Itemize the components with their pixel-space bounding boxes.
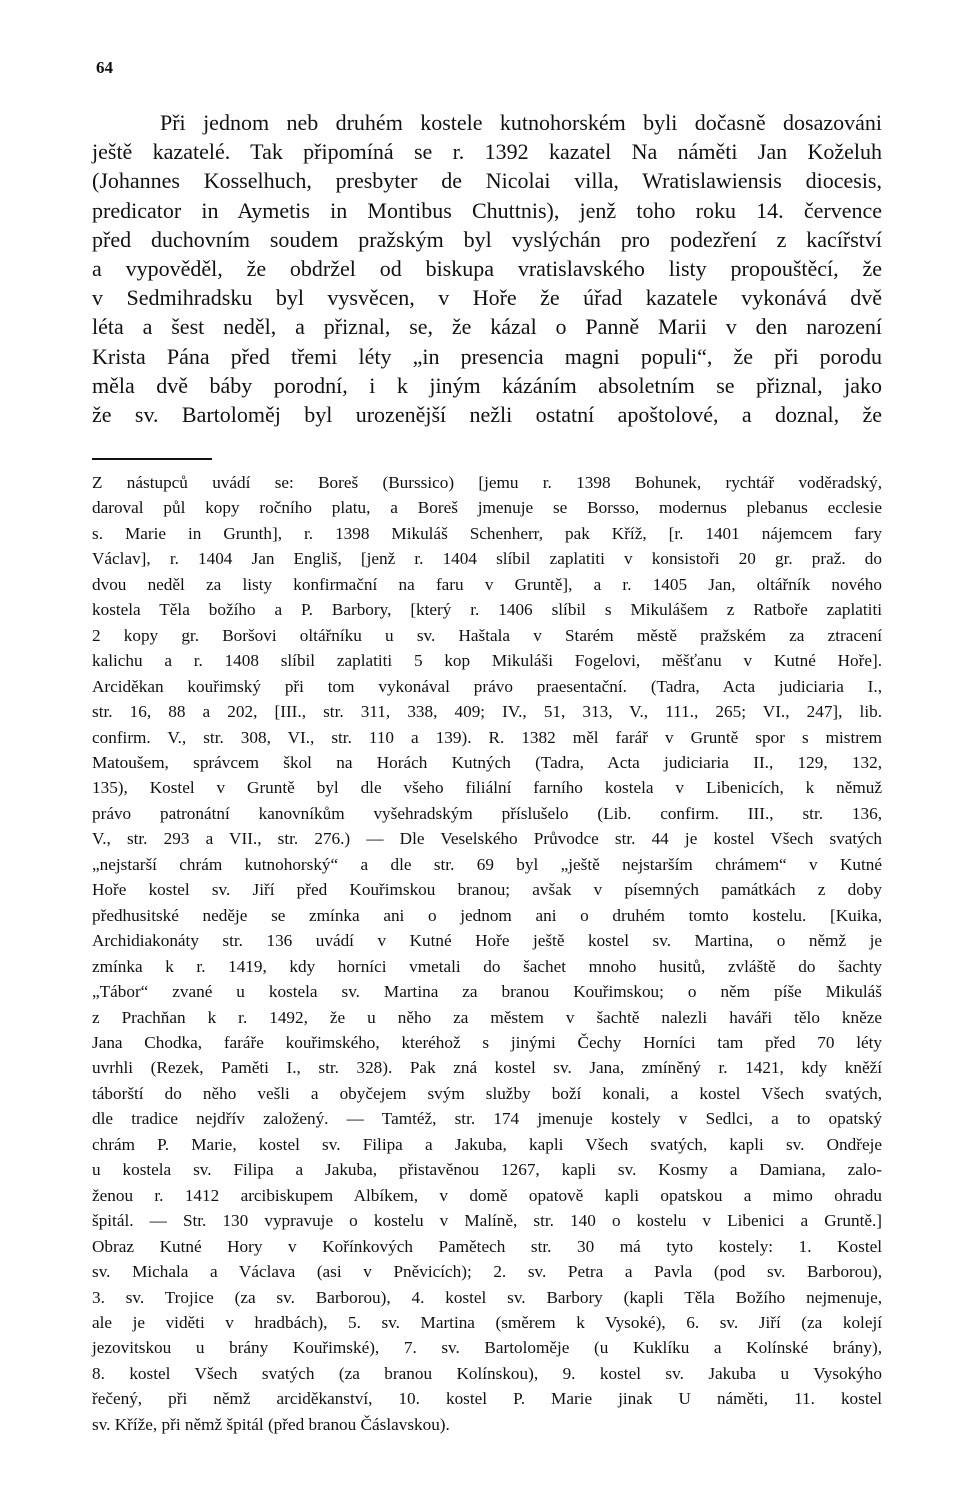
footnote-line: dvou neděl za listy konfirmační na faru v Gruntě], a r. 1405 Jan, oltářník nového	[92, 574, 882, 594]
footnote-line: 135), Kostel v Gruntě byl dle všeho filiální farního kostela v Libenicích, k němuž	[92, 778, 882, 798]
footnotes	[92, 470, 882, 1437]
footnote-line: sv. Kříže, při němž špitál (před branou Čáslavskou).	[92, 1414, 450, 1434]
footnote-separator	[92, 458, 212, 460]
footnote-line: str. 16, 88 a 202, [III., str. 311, 338, 409; IV., 51, 313, V., 111., 265; VI., 247], lib.	[92, 702, 882, 722]
footnote-line: Matoušem, správcem škol na Horách Kutných (Tadra, Acta judiciaria II., 129, 132,	[92, 752, 882, 772]
footnote-line: řečený, při němž arciděkanství, 10. kostel P. Marie jinak U náměti, 11. kostel	[92, 1389, 882, 1409]
footnote-line: confirm. V., str. 308, VI., str. 110 a 139). R. 1382 měl farář v Gruntě spor s mistrem	[92, 727, 882, 747]
footnote-line: 3. sv. Trojice (za sv. Barborou), 4. kostel sv. Barbory (kapli Těla Božího nejmenuje,	[92, 1287, 882, 1307]
footnote-line: Arciděkan kouřimský při tom vykonával právo praesentační. (Tadra, Acta judiciaria I.,	[92, 676, 882, 696]
body-line: Při jednom neb druhém kostele kutnohorském byli dočasně dosazováni	[160, 110, 882, 135]
body-line: v Sedmihradsku byl vysvěcen, v Hoře že úřad kazatele vykonává dvě	[92, 285, 882, 311]
footnote-line: kalichu a r. 1408 slíbil zaplatiti 5 kop Mikuláši Fogelovi, měšťanu v Kutné Hoře].	[92, 651, 882, 671]
body-line: Krista Pána před třemi léty „in presencia magni populi“, že při porodu	[92, 343, 882, 369]
footnote-line: sv. Michala a Václava (asi v Pněvicích); 2. sv. Petra a Pavla (pod sv. Barborou),	[92, 1262, 882, 1282]
footnote-line: V., str. 293 a VII., str. 276.) — Dle Veselského Průvodce str. 44 je kostel Všech svatých	[92, 829, 882, 849]
footnote-line: zmínka k r. 1419, kdy horníci vmetali do šachet mnoho husitů, zvláště do šachty	[92, 956, 882, 976]
footnote-line: Václav], r. 1404 Jan Engliš, [jenž r. 1404 slíbil zaplatiti v konsistoři 20 gr. praž. do	[92, 549, 882, 569]
footnote-line: chrám P. Marie, kostel sv. Filipa a Jakuba, kapli Všech svatých, kapli sv. Ondřeje	[92, 1134, 882, 1154]
body-line: ještě kazatelé. Tak připomíná se r. 1392 kazatel Na náměti Jan Koželuh	[92, 139, 882, 165]
footnote-line: Archidiakonáty str. 136 uvádí v Kutné Hoře ještě kostel sv. Martina, o němž je	[92, 931, 882, 951]
body-line: predicator in Aymetis in Montibus Chuttnis), jenž toho roku 14. července	[92, 197, 882, 223]
footnote-line: špitál. — Str. 130 vypravuje o kostelu v Malíně, str. 140 o kostelu v Libenici a Gruntě.]	[92, 1211, 882, 1231]
body-line: před duchovním soudem pražským byl vyslýchán pro podezření z kacířství	[92, 226, 882, 252]
footnote-line: Jana Chodka, faráře kouřimského, kteréhož s jinými Čechy Horníci tam před 70 léty	[92, 1032, 882, 1052]
body-line: že sv. Bartoloměj byl urozenější nežli ostatní apoštolové, a doznal, že	[92, 402, 882, 428]
footnote-line: z Prachňan k r. 1492, že u něho za městem v šachtě nalezli haváři tělo kněze	[92, 1007, 882, 1027]
footnote-line: Hoře kostel sv. Jiří před Kouřimskou branou; avšak v písemných památkách z doby	[92, 880, 882, 900]
footnote-line: kostela Těla božího a P. Barbory, [který r. 1406 slíbil s Mikulášem z Ratboře zaplatiti	[92, 600, 882, 620]
body-line: a vypověděl, že obdržel od biskupa vratislavského listy propouštěcí, že	[92, 256, 882, 282]
footnote-line: jezovitskou u brány Kouřimské), 7. sv. Bartoloměje (u Kuklíku a Kolínské brány),	[92, 1338, 882, 1358]
footnote-line: táborští do něho vešli a obyčejem svým služby boží konali, a kostel Všech svatých,	[92, 1083, 882, 1103]
footnote-line: předhusitské neděje se zmínka ani o jednom ani o druhém tomto kostelu. [Kuika,	[92, 905, 882, 925]
footnote-line: ženou r. 1412 arcibiskupem Albíkem, v domě opatově kapli opatskou a mimo ohradu	[92, 1185, 882, 1205]
footnote-line: právo patronátní kanovníkům vyšehradským příslušelo (Lib. confirm. III., str. 136,	[92, 803, 882, 823]
body-line: (Johannes Kosselhuch, presbyter de Nicolai villa, Wratislawiensis diocesis,	[92, 168, 882, 194]
footnote-line: s. Marie in Grunth], r. 1398 Mikuláš Schenherr, pak Kříž, [r. 1401 nájemcem fary	[92, 523, 882, 543]
footnote-line: u kostela sv. Filipa a Jakuba, přistavěnou 1267, kapli sv. Kosmy a Damiana, zalo-	[92, 1160, 882, 1180]
footnote-line: dle tradice nejdřív založený. — Tamtéž, str. 174 jmenuje kostely v Sedlci, a to opatský	[92, 1109, 882, 1129]
footnote-line: daroval půl kopy ročního platu, a Boreš jmenuje se Borsso, modernus plebanus ecclesie	[92, 498, 882, 518]
footnote-line: uvrhli (Rezek, Paměti I., str. 328). Pak zná kostel sv. Jana, zmíněný r. 1421, kdy kněží	[92, 1058, 882, 1078]
page-number: 64	[96, 58, 113, 77]
body-line: měla dvě báby porodní, i k jiným kázáním absoletním se přiznal, jako	[92, 372, 882, 398]
footnote-line: Z nástupců uvádí se: Boreš (Burssico) [jemu r. 1398 Bohunek, rychtář voděradský,	[92, 473, 882, 492]
body-line: léta a šest neděl, a přiznal, se, že kázal o Panně Marii v den narození	[92, 314, 882, 340]
footnote-line: „nejstarší chrám kutnohorský“ a dle str. 69 byl „ještě nejstarším chrámem“ v Kutné	[92, 854, 882, 874]
footnote-line: 2 kopy gr. Boršovi oltářníku u sv. Haštala v Starém městě pražském za ztracení	[92, 625, 882, 645]
footnote-line: Obraz Kutné Hory v Kořínkových Pamětech str. 30 má tyto kostely: 1. Kostel	[92, 1236, 882, 1256]
footnote-line: „Tábor“ zvané u kostela sv. Martina za branou Kouřimskou; o něm píše Mikuláš	[92, 982, 882, 1002]
body-text	[92, 108, 882, 429]
footnote-line: ale je viděti v hradbách), 5. sv. Martina (směrem k Vysoké), 6. sv. Jiří (za kolejí	[92, 1312, 882, 1332]
footnote-line: 8. kostel Všech svatých (za branou Kolínskou), 9. kostel sv. Jakuba u Vysokýho	[92, 1363, 882, 1383]
